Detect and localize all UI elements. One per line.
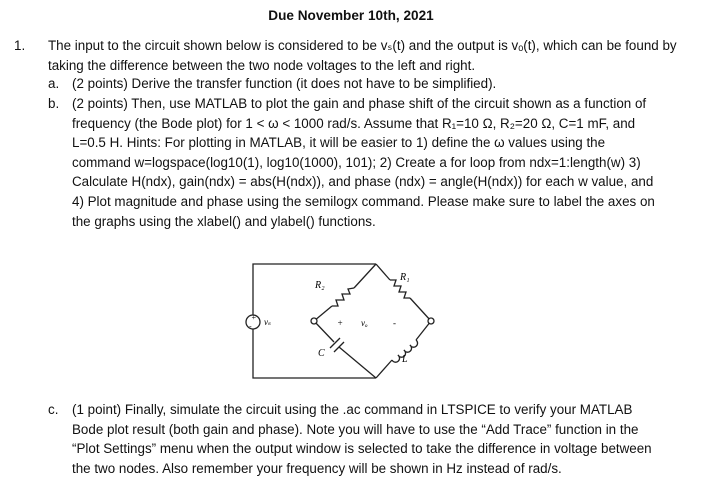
page-title: Due November 10th, 2021 (268, 8, 434, 23)
wire-top-left (253, 264, 376, 320)
circuit-diagram (230, 256, 440, 386)
terminal-left-icon (311, 318, 317, 324)
part-a-text: (2 points) Derive the transfer function (it does not have to be simplified). (72, 76, 497, 91)
wire-c-left (314, 321, 334, 342)
wire-l-bottom (376, 360, 392, 378)
wire-bottom-left (253, 328, 376, 378)
label-l: L (402, 354, 408, 365)
resistor-r2-icon (332, 288, 354, 306)
part-b-text: (2 points) Then, use MATLAB to plot the gain and phase shift of the circuit shown as a function of frequency (the Bode plot) for 1 < ω < 1000 rad/s. Assume that R₁=10 Ω, R₂=20 Ω, C=1 mF, and L=0.5 H. Hints: For plotting in MATLAB, it will be easier to 1) define the ω values using the command w=logspace(log10(1), log10(1000), 101); 2) Create a for loop from ndx=1:length(w) 3) Calculate H(ndx), gain(ndx) = abs(H(ndx)), and phase (ndx) = angle(H(ndx)) for each w value, and 4) Plot magnitude and phase using the semilogx command. Please make sure to label the axes on the graphs using the xlabel() and ylabel() functions. (72, 96, 655, 229)
label-vo: vₒ (361, 318, 368, 328)
label-r1: R₁ (400, 272, 410, 283)
question-1-text: The input to the circuit shown below is considered to be vₛ(t) and the output is vₒ(t), which can be found by taking the difference between the two node voltages to the left and right. (48, 38, 677, 73)
label-r2: R₂ (315, 280, 325, 291)
label-minus: - (393, 318, 396, 328)
source-plus-sign: + (251, 313, 257, 322)
label-vs: vₛ (264, 317, 272, 327)
part-c-label: c. (48, 402, 59, 417)
part-b-label: b. (48, 96, 60, 111)
part-a-label: a. (48, 76, 60, 91)
wire-r2-top (354, 264, 376, 288)
wire-c-bottom (339, 347, 376, 378)
terminal-right-icon (428, 318, 434, 324)
label-plus: + (337, 318, 344, 328)
source-minus-sign: - (249, 322, 252, 331)
question-number: 1. (14, 38, 26, 53)
label-c: C (318, 348, 325, 359)
wire-r1-top (376, 264, 390, 280)
part-c-text: (1 point) Finally, simulate the circuit using the .ac command in LTSPICE to verify your MATLAB Bode plot result (both gain and phase). Note you will have to use the “Add Trace” function in the “Plot Settings” menu when the output window is selected to take the difference in voltage between the two nodes. Also remember your frequency will be shown in Hz instead of rad/s. (72, 402, 652, 476)
wire-r1-right (410, 298, 431, 321)
